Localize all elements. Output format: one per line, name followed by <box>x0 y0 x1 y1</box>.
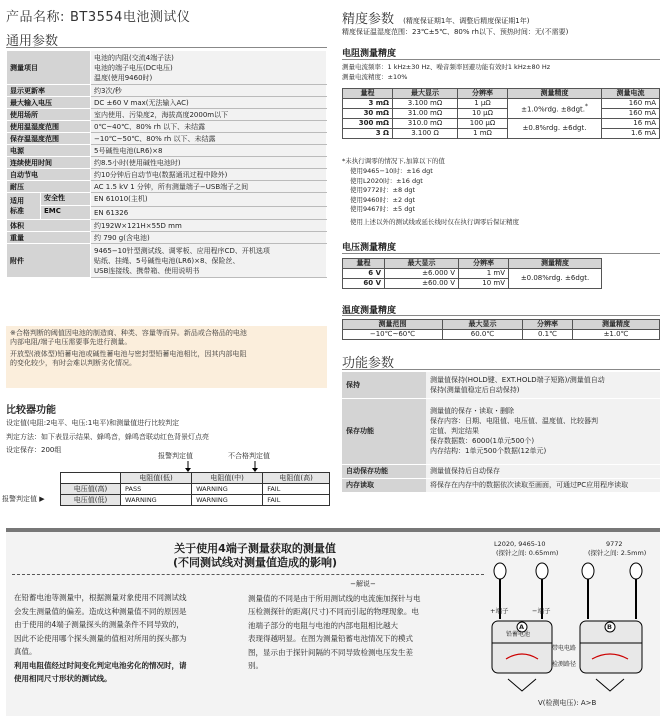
resistance-note: 使用9465−10时：±16 dgt <box>350 167 433 175</box>
res-cell: 10 μΩ <box>458 109 508 119</box>
spec-row <box>7 133 327 145</box>
explanation-line: 图，显示由于探针间隔的不同导致检测电压发生差 <box>248 647 413 657</box>
comparator-col-header: 电阻值(中) <box>192 473 263 484</box>
comparator-cell: FAIL <box>263 484 330 495</box>
spec-key: 附件 <box>7 244 91 278</box>
bottom-left-line: 会发生测量值的偏差。造成这种测量值不同的原因是 <box>14 606 187 616</box>
resistance-notes <box>350 167 519 226</box>
function-value <box>426 398 660 464</box>
spec-value-line: 约192W×121H×55D mm <box>94 221 182 230</box>
probe-diagram <box>488 537 656 715</box>
product-name: BT3554电池测试仪 <box>69 10 191 25</box>
spec-value-line: DC ±60 V max(无法输入AC) <box>94 98 189 107</box>
spec-value <box>91 244 327 278</box>
label-a: A <box>519 623 525 631</box>
probe-a-label: L2020, 9465-10 <box>494 540 546 548</box>
explanation-line: 池端子部分的电阻与电池的内部电阻相比越大 <box>248 620 398 630</box>
comparator-table <box>60 472 330 506</box>
bottom-left-line: 真值。 <box>14 647 37 656</box>
function-key: 保持 <box>342 372 426 398</box>
spec-value <box>91 109 327 121</box>
standards-row <box>7 193 327 207</box>
probe-b-label: 9772 <box>606 540 623 548</box>
note-line: 内部电阻/端子电压需要事先进行测量。 <box>10 338 132 346</box>
plus-terminal-label: +端子 <box>490 607 509 615</box>
spec-value-line: USB连接线、携带箱、使用说明书 <box>94 266 200 275</box>
spec-value <box>91 169 327 181</box>
accuracy-header <box>342 8 529 27</box>
resistance-note: 使用L2020时：±16 dgt <box>350 176 423 185</box>
max-cell: 3.100 Ω <box>393 129 458 139</box>
max-cell: 310.0 mΩ <box>393 119 458 129</box>
function-value-line: 保存内容：日期、电阻值、电压值、温度值、比较器判 <box>430 417 598 425</box>
function-value-line: 保持(测量值稳定后自动保持) <box>430 385 520 394</box>
range-cell: 3 mΩ <box>343 99 393 109</box>
resistance-note: 使用9467时：±5 dgt <box>350 205 415 213</box>
range-cell: 30 mΩ <box>343 109 393 119</box>
temperature-header: 最大显示 <box>443 320 523 330</box>
spec-value <box>91 157 327 169</box>
current-path-label: 带电电路 <box>552 645 577 652</box>
safety-label: 安全性 <box>41 193 90 206</box>
function-value-line: 测量值的保存・读取・删除 <box>430 407 514 415</box>
spec-row <box>7 244 327 278</box>
bottom-title-line: 关于使用4端子测量获取的测量值 <box>174 542 336 555</box>
resistance-header: 分辨率 <box>458 89 508 99</box>
resistance-freq: 测量电流频率：1 kHz±30 Hz、噪音频率回避功能有效时1 kHz±80 Hz <box>342 63 551 71</box>
current-cell: 1.6 mA <box>602 129 660 139</box>
spec-row <box>7 97 327 109</box>
spec-key: 连续使用时间 <box>7 157 91 169</box>
comparator-title: 比较器功能 <box>6 405 56 416</box>
probe-a-note: (探针之间: 0.65mm) <box>496 549 559 557</box>
spec-key: 体积 <box>7 220 91 232</box>
v-label: V(检测电压): A>B <box>538 699 597 707</box>
res-cell: 10 mV <box>459 279 509 289</box>
spec-value <box>91 232 327 244</box>
comparator-cell: PASS <box>121 484 192 495</box>
comparator-col-header: 电阻值(高) <box>263 473 330 484</box>
arrow-right-icon: ▶ <box>39 495 45 503</box>
function-value <box>426 464 660 478</box>
comparator-row-label: 电压值(低) <box>61 495 121 506</box>
bottom-title <box>60 542 450 570</box>
temperature-header: 分辨率 <box>523 320 573 330</box>
explanation-title: −解说− <box>350 580 376 588</box>
standards-group-line: 适用 <box>10 197 24 205</box>
bottom-left-line: 因此不论使用哪个探头测量的值相对所用的探头都为 <box>14 633 187 643</box>
probe-b-note: (探针之间: 2.5mm) <box>588 549 647 557</box>
bottom-left-line: 使用相同尺寸形状的测试线。 <box>14 674 112 683</box>
function-value-line: 保存数据数：6000(1单元500个) <box>430 437 535 445</box>
bottom-panel-border <box>6 528 660 532</box>
resistance-note: 使用9772时：±8 dgt <box>350 186 415 194</box>
function-value <box>426 372 660 398</box>
explanation-line: 压检测探针的距离(尺寸)不同而引起的物理现象。电 <box>248 607 419 616</box>
max-cell: 31.00 mΩ <box>393 109 458 119</box>
voltage-table <box>342 258 602 289</box>
temperature-header: 测量精度 <box>573 320 660 330</box>
acc-cell: ±0.08%rdg. ±6dgt. <box>509 269 602 289</box>
general-spec-table <box>6 50 327 278</box>
spec-value-line: 电池的内阻(交流4端子法) <box>94 53 174 62</box>
spec-row <box>7 169 327 181</box>
res-cell: 100 μΩ <box>458 119 508 129</box>
spec-key: 使用温湿度范围 <box>7 121 91 133</box>
spec-value <box>91 51 327 85</box>
resistance-title: 电阻测量精度 <box>342 49 397 59</box>
range-cell: 6 V <box>343 269 385 279</box>
spec-value-line: 温度(使用9460时) <box>94 73 153 82</box>
comparator-row-label: 电压值(高) <box>61 484 121 495</box>
resistance-note: 使用9460时：±2 dgt <box>350 195 415 204</box>
probe-b-minus <box>630 563 642 619</box>
spec-value-line: AC 1.5 kV 1 分钟，所有测量端子−USB端子之间 <box>94 182 249 191</box>
spec-value <box>91 220 327 232</box>
max-cell: 3.100 mΩ <box>393 99 458 109</box>
max-cell: ±6.000 V <box>385 269 459 279</box>
comparator-cell: WARNING <box>192 484 263 495</box>
spec-key: 显示更新率 <box>7 85 91 97</box>
standards-group <box>7 193 41 219</box>
function-value-line: 定值、判定结果 <box>430 427 479 435</box>
range-cell: 3 Ω <box>343 129 393 139</box>
current-cell: 160 mA <box>602 99 660 109</box>
spec-key: 电源 <box>7 145 91 157</box>
explanation-line: 别。 <box>248 661 263 670</box>
spec-key: 测量项目 <box>7 51 91 85</box>
range-cell: 60 V <box>343 279 385 289</box>
spec-value <box>91 85 327 97</box>
bottom-left-line: 在铅蓄电池等测量中，根据测量对象使用不同测试线 <box>14 593 187 602</box>
voltage-title: 电压测量精度 <box>342 243 397 253</box>
spec-row <box>7 145 327 157</box>
current-cell: 16 mA <box>602 119 660 129</box>
note-line: ※合格判断的阈值因电池的制造商、种类、容量等而异。新品或合格品的电池 <box>10 329 247 337</box>
spec-row <box>7 51 327 85</box>
voltage-header: 分辨率 <box>459 259 509 269</box>
spec-value-line: 贴纸、挂绳、5号碱性电池(LR6)×8、保险丝、 <box>94 256 240 265</box>
function-row <box>342 478 660 492</box>
voltage-header: 最大显示 <box>385 259 459 269</box>
temperature-cell: 0.1℃ <box>523 330 573 340</box>
temperature-title: 温度测量精度 <box>342 306 397 316</box>
temperature-table <box>342 319 660 340</box>
comparator-line: 判定方法：如下表显示结果、蜂鸣音，蜂鸣音联动红色背景灯点亮 <box>6 433 209 441</box>
functions-table <box>342 372 660 493</box>
function-value-line: 测量值保持(HOLD键、EXT.HOLD端子短路)/测量值自动 <box>430 375 605 384</box>
spec-value <box>91 145 327 157</box>
detect-path-label: 检测路径 <box>552 661 577 668</box>
bottom-explanation <box>248 578 478 673</box>
function-key: 内存读取 <box>342 478 426 492</box>
function-row <box>342 372 660 398</box>
spec-key: 自动节电 <box>7 169 91 181</box>
spec-key: 重量 <box>7 232 91 244</box>
bottom-left-line: 由于使用的4端子测量探头的测量条件不同导致的， <box>14 620 184 629</box>
temperature-cell: −10℃~60℃ <box>343 330 443 340</box>
acc-value: ±1.0%rdg. ±8dgt. <box>521 105 585 114</box>
explanation-line: 表现得越明显。在图为测量铅蓄电池情况下的模式 <box>248 634 413 643</box>
side-alarm-text: 报警判定值 <box>2 495 37 503</box>
spec-row <box>7 121 327 133</box>
emc-label: EMC <box>44 207 61 215</box>
spec-key: 耐压 <box>7 181 91 193</box>
battery-label: 铅蓄电池 <box>506 631 531 638</box>
function-value <box>426 478 660 492</box>
spec-value <box>91 121 327 133</box>
explanation-line: 测量值的不同是由于所用测试线的电流施加探针与电 <box>248 593 421 603</box>
no-alarm-label: 不合格判定值 <box>228 452 270 460</box>
spec-value-line: 室内使用、污染度2，海拔高度2000m以下 <box>94 110 229 119</box>
function-key: 保存功能 <box>342 398 426 464</box>
function-key: 自动保存功能 <box>342 464 426 478</box>
spec-value-line: 约3次/秒 <box>94 86 122 95</box>
comparator-cell: WARNING <box>192 495 263 506</box>
acc-mark: * <box>585 103 588 110</box>
resistance-note-title: *未执行调零的情况下,加算以下的值 <box>342 157 445 165</box>
range-cell: 300 mΩ <box>343 119 393 129</box>
emc-value: EN 61326 <box>91 206 327 220</box>
resistance-header: 最大显示 <box>393 89 458 99</box>
spec-row <box>7 220 327 232</box>
spec-value <box>91 97 327 109</box>
acc-cell <box>508 99 602 119</box>
spec-value-line: 约10分钟后自动节电(数据通讯过程中除外) <box>94 170 228 179</box>
probe-diagram-svg <box>488 559 656 699</box>
temperature-header: 测量范围 <box>343 320 443 330</box>
spec-value <box>91 181 327 193</box>
probe-b-plus <box>582 563 594 619</box>
resistance-gate: 测量电流精度：±10% <box>342 73 408 81</box>
spec-value-line: 9465−10针型测试线、调零板、应用程序CD、开机选项 <box>94 246 270 255</box>
spec-key: 保存温湿度范围 <box>7 133 91 145</box>
function-row <box>342 398 660 464</box>
accuracy-title: 精度参数 <box>342 12 395 27</box>
spec-row <box>7 181 327 193</box>
accuracy-cond: 精度保证温湿度范围：23℃±5℃、80% rh以下、预热时间：无(不需要) <box>342 28 569 36</box>
standards-group-line: 标准 <box>10 207 24 215</box>
label-b: B <box>607 623 612 631</box>
functions-title: 功能参数 <box>342 356 395 371</box>
bottom-title-line: (不同测试线对测量值造成的影响) <box>172 556 338 569</box>
comparator-line: 设定保存：200组 <box>6 446 62 454</box>
comparator-line: 设定值(电阻:2电平、电压:1电平)和测量值进行比较判定 <box>6 419 180 427</box>
bottom-left-line: 利用电阻值经过时间变化判定电池劣化的情况时，请 <box>14 660 187 670</box>
spec-row <box>7 232 327 244</box>
function-row <box>342 464 660 478</box>
function-value-line: 内存结构：1单元500个数据(12单元) <box>430 447 547 455</box>
general-params-title: 通用参数 <box>6 34 59 49</box>
spec-row <box>7 85 327 97</box>
resistance-note: 使用上述以外的测试线或延长线时仅在执行调零后保证精度 <box>350 217 519 226</box>
resistance-header: 测量电流 <box>602 89 660 99</box>
voltage-header: 量程 <box>343 259 385 269</box>
corner-cell <box>61 473 121 484</box>
comparator-col-header: 电阻值(低) <box>121 473 192 484</box>
res-cell: 1 mV <box>459 269 509 279</box>
max-cell: ±60.00 V <box>385 279 459 289</box>
resistance-header: 测量精度 <box>508 89 602 99</box>
function-value-line: 将保存在内存中的数据依次读取至画面，可通过PC应用程序读取 <box>430 481 629 489</box>
minus-terminal-label: −端子 <box>532 607 551 615</box>
temperature-cell: ±1.0℃ <box>573 330 660 340</box>
spec-row <box>7 157 327 169</box>
accuracy-note: (精度保证期1年、调整后精度保证期1年) <box>403 17 530 25</box>
comparator-cell: WARNING <box>121 495 192 506</box>
resistance-table <box>342 88 660 139</box>
note-line: 开放型(液体型)铅蓄电池或碱性蓄电池与密封型铅蓄电池相比，因其内部电阻 <box>10 350 247 358</box>
product-label: 产品名称: <box>6 10 65 25</box>
standards-cell <box>7 193 91 220</box>
res-cell: 1 mΩ <box>458 129 508 139</box>
current-cell: 160 mA <box>602 109 660 119</box>
comparator-cell: FAIL <box>263 495 330 506</box>
spec-value <box>91 133 327 145</box>
bottom-left-text <box>14 591 242 686</box>
voltage-header: 测量精度 <box>509 259 602 269</box>
temperature-cell: 60.0℃ <box>443 330 523 340</box>
safety-value: EN 61010(主机) <box>91 193 327 207</box>
spec-row <box>7 109 327 121</box>
spec-key: 最大输入电压 <box>7 97 91 109</box>
spec-value-line: 电池的端子电压(DC电压) <box>94 63 173 72</box>
res-cell: 1 μΩ <box>458 99 508 109</box>
spec-value-line: −10℃~50℃、80% rh 以下、未结露 <box>94 134 216 143</box>
spec-key: 使用场所 <box>7 109 91 121</box>
product-header <box>6 6 336 25</box>
function-value-line: 测量值保持后自动保存 <box>430 467 500 475</box>
acc-cell: ±0.8%rdg. ±6dgt. <box>508 119 602 139</box>
note-line: 的变化较少，有时会难以判断劣化情况。 <box>10 359 136 367</box>
spec-value-line: 约8.5小时(使用碱性电池时) <box>94 158 181 167</box>
spec-value-line: 5号碱性电池(LR6)×8 <box>94 146 163 155</box>
side-alarm-label <box>2 495 45 504</box>
spec-value-line: 0℃~40℃、80% rh 以下、未结露 <box>94 122 206 131</box>
alarm-label: 报警判定值 <box>158 452 193 460</box>
spec-value-line: 约 790 g(含电池) <box>94 233 150 242</box>
resistance-header: 量程 <box>343 89 393 99</box>
note-box <box>6 326 327 388</box>
